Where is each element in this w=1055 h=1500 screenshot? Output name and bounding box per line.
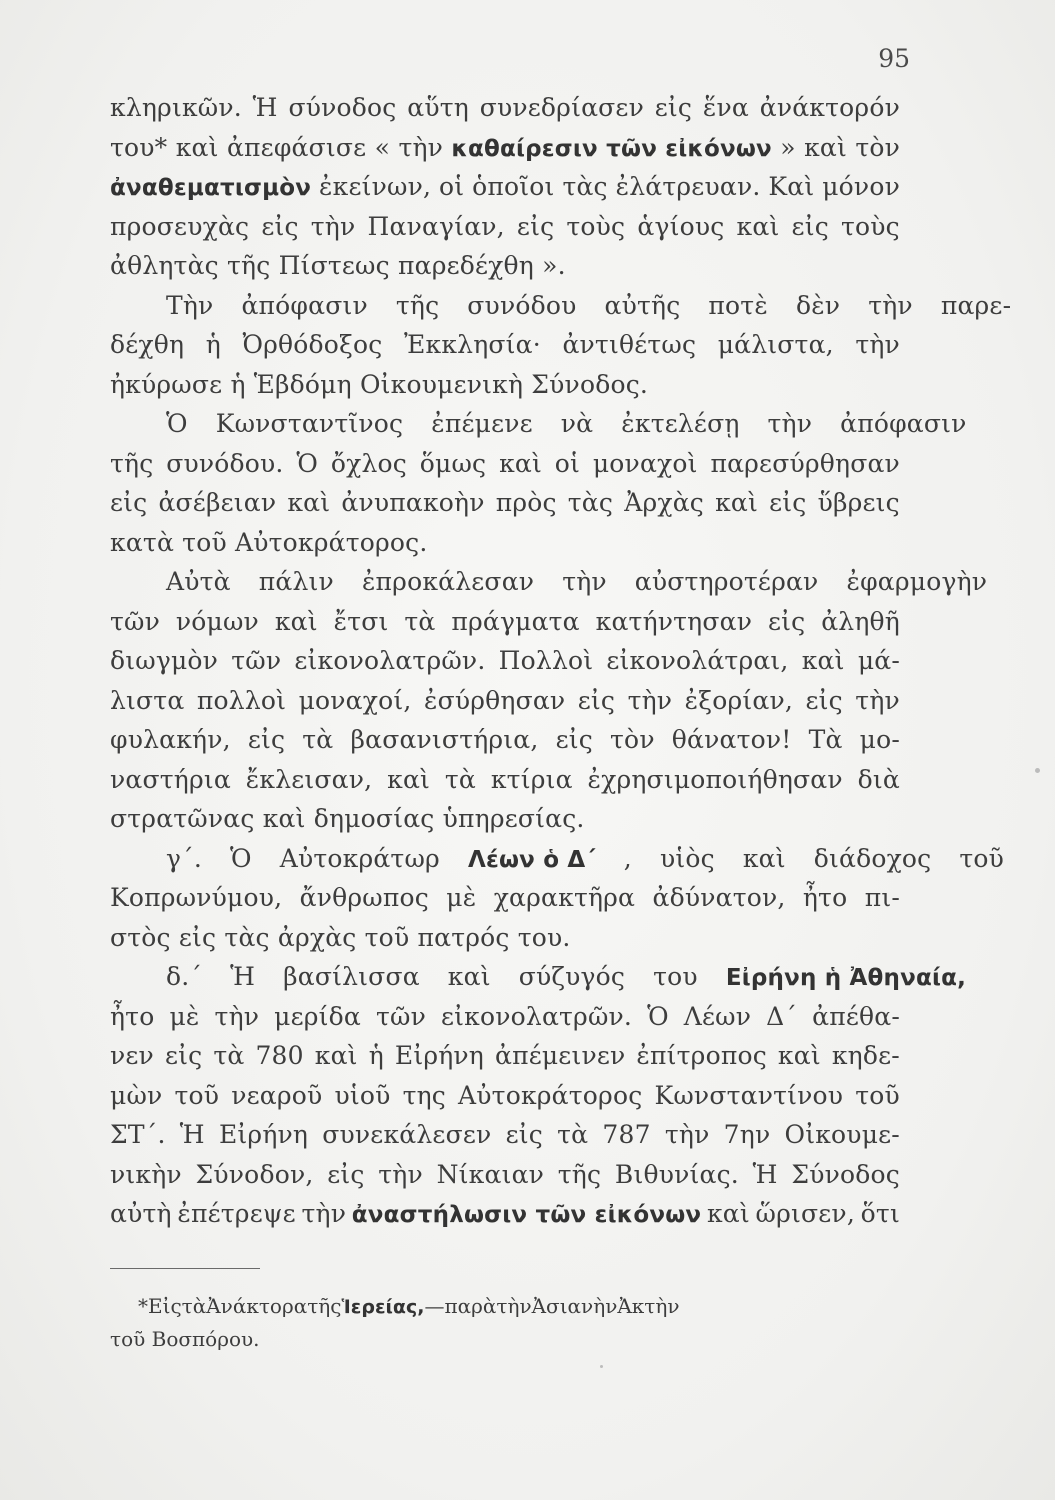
word: ἐχρησιμοποιήθησαν bbox=[587, 764, 843, 794]
word: ἐπέμενε bbox=[431, 409, 533, 438]
word: Ἀρχὰς bbox=[624, 488, 704, 517]
word: τοῦ bbox=[959, 843, 1005, 873]
word: ἐκτελέσῃ bbox=[621, 409, 740, 438]
word: καὶ bbox=[736, 211, 780, 241]
word: τῆς bbox=[307, 1294, 342, 1318]
word: κατήντησαν bbox=[595, 606, 753, 636]
word: ἀπέμεινεν bbox=[494, 1041, 626, 1070]
word: Κωνσταντίνου bbox=[654, 1080, 844, 1110]
word: Ἀσιανὴν bbox=[531, 1294, 618, 1318]
word: καὶ bbox=[274, 606, 318, 636]
text-line bbox=[110, 365, 900, 405]
text-line bbox=[110, 720, 900, 760]
paper-speck bbox=[600, 1365, 603, 1368]
word: Ἡ bbox=[230, 962, 256, 991]
word: κατὰ bbox=[110, 527, 183, 557]
text-line bbox=[110, 681, 900, 721]
bold-phrase: Λέων ὁ Δ΄ bbox=[467, 846, 596, 873]
word: τὰ bbox=[404, 606, 436, 636]
word: Ὁ bbox=[166, 409, 188, 438]
word: τὴν bbox=[301, 1199, 347, 1228]
word: εἰς bbox=[767, 606, 806, 636]
word: νὰ bbox=[560, 409, 594, 438]
word: ὅμως bbox=[419, 448, 487, 478]
word: συνεδρίασεν bbox=[479, 93, 644, 122]
text-line bbox=[110, 641, 900, 681]
word: εἰς bbox=[555, 725, 593, 754]
word: ἡ bbox=[368, 1041, 384, 1070]
word: Οἰκουμενικὴ bbox=[359, 369, 532, 399]
text-line bbox=[110, 1076, 900, 1116]
text-line bbox=[110, 997, 900, 1037]
word: νικὴν bbox=[110, 1159, 182, 1189]
page-number: 95 bbox=[878, 44, 910, 73]
word: τῆς bbox=[110, 448, 154, 478]
word: ἀνάκτορόν bbox=[759, 93, 900, 122]
word: καὶ bbox=[715, 488, 759, 517]
word: εἰκονολάτραι, bbox=[606, 646, 789, 675]
word: ἐφαρμογὴν bbox=[846, 567, 988, 596]
word: τῶν bbox=[376, 1001, 427, 1031]
word: δέχθη bbox=[110, 330, 185, 359]
text-line bbox=[110, 1115, 900, 1155]
word: τὴν bbox=[310, 211, 356, 241]
word: τὴν bbox=[496, 1294, 532, 1318]
text-line bbox=[110, 286, 1012, 326]
text-line bbox=[110, 404, 967, 444]
footnote-line bbox=[110, 1290, 900, 1323]
word: ὅτι bbox=[860, 1199, 900, 1228]
bold-phrase: καθαίρεσιν τῶν εἰκόνων bbox=[451, 135, 772, 162]
text-line bbox=[110, 483, 900, 523]
word: πι- bbox=[864, 883, 900, 912]
word: μοναχοὶ bbox=[592, 448, 698, 478]
word: Βοσπόρου. bbox=[151, 1327, 260, 1351]
word: Κωνσταντῖνος bbox=[215, 409, 404, 438]
word: τοῦ bbox=[182, 527, 235, 557]
word: σύζυγός bbox=[518, 962, 626, 991]
word: ΣΤ΄. bbox=[110, 1120, 166, 1149]
word: ἠκύρωσε bbox=[110, 369, 231, 399]
word: Ὁ bbox=[230, 843, 252, 873]
bold-phrase: ἀναστήλωσιν τῶν εἰκόνων bbox=[351, 1202, 702, 1228]
word: διὰ bbox=[857, 764, 900, 794]
text-line bbox=[110, 246, 900, 286]
word: Ἐκκλησία· bbox=[404, 330, 541, 359]
word: Ἀνάκτορα bbox=[206, 1294, 308, 1318]
word: ὑπηρεσίας. bbox=[442, 804, 585, 833]
text-line bbox=[110, 760, 900, 800]
footnote-line bbox=[110, 1323, 900, 1356]
word: Τὰ bbox=[808, 725, 843, 754]
word: τῶν bbox=[231, 646, 282, 675]
word: δὲν bbox=[795, 290, 841, 320]
word: καὶ bbox=[175, 132, 219, 162]
word: ἁγίους bbox=[637, 211, 725, 241]
word: μὲ bbox=[446, 883, 477, 912]
word: ἀσέβειαν bbox=[158, 488, 277, 517]
bold-phrase: Εἰρήνη ἡ Ἀθηναία, bbox=[725, 965, 967, 991]
word: — bbox=[424, 1294, 445, 1318]
word: τῶν bbox=[110, 606, 161, 636]
word: τὰ bbox=[302, 725, 334, 754]
word: τὰ bbox=[213, 1041, 245, 1070]
word: ». bbox=[542, 251, 566, 280]
word: εἰς bbox=[261, 211, 299, 241]
word: τὰ bbox=[181, 1294, 207, 1318]
word: τῆς bbox=[395, 290, 440, 320]
word: εἰς bbox=[577, 685, 616, 715]
word: τῆς bbox=[557, 1159, 602, 1189]
word: Σύνοδος. bbox=[531, 369, 649, 399]
word: θάνατον! bbox=[671, 725, 792, 754]
word: σύνοδος bbox=[288, 93, 397, 122]
word: πάλιν bbox=[258, 567, 334, 596]
word: τὴν bbox=[855, 685, 900, 715]
word: τοῦ bbox=[110, 1327, 152, 1351]
word: υἱοῦ bbox=[334, 1080, 391, 1110]
word: ἕνα bbox=[702, 93, 749, 122]
word: οἱ bbox=[439, 172, 465, 201]
word: Οἰκουμε- bbox=[784, 1120, 900, 1149]
word: ἀπόφασιν bbox=[241, 290, 368, 320]
word: ὁποῖοι bbox=[472, 172, 555, 201]
word: Εἰς bbox=[148, 1294, 182, 1318]
word: ὕβρεις bbox=[817, 488, 900, 517]
word: Αὐτὰ bbox=[166, 567, 231, 596]
word: κτίρια bbox=[490, 764, 573, 794]
word: « bbox=[374, 132, 391, 162]
word: μὲ bbox=[169, 1001, 200, 1031]
word: καὶ bbox=[706, 1199, 750, 1228]
text-line bbox=[110, 325, 900, 365]
word: τοῦ bbox=[174, 1080, 220, 1110]
word: νεαροῦ bbox=[231, 1080, 323, 1110]
word: τὴν bbox=[378, 1159, 423, 1189]
word: εἰς bbox=[791, 211, 829, 241]
word: Ὀρθόδοξος bbox=[242, 330, 383, 359]
word: αὕτη bbox=[407, 93, 469, 122]
word: Λέων bbox=[683, 1001, 752, 1031]
word: , bbox=[623, 843, 632, 873]
word: τὴν bbox=[627, 685, 673, 715]
text-line bbox=[110, 444, 900, 484]
word: παρε- bbox=[940, 290, 1012, 320]
word: ἀδύνατον, bbox=[652, 883, 786, 912]
text-line bbox=[110, 562, 988, 602]
word: Αὐτοκράτορος bbox=[458, 1080, 643, 1110]
word: τὴν bbox=[855, 330, 900, 359]
paper-speck bbox=[1035, 768, 1040, 773]
word: ἡ bbox=[230, 369, 254, 399]
word: ἔκλεισαν, bbox=[245, 764, 373, 794]
word: * bbox=[138, 1294, 148, 1318]
word: γ΄. bbox=[166, 843, 202, 873]
word: της bbox=[402, 1080, 446, 1110]
word: μὼν bbox=[110, 1080, 163, 1110]
word: Δ΄ bbox=[766, 1001, 798, 1031]
word: Αὐτοκράτωρ bbox=[279, 843, 440, 873]
word: εἰς bbox=[164, 1041, 203, 1070]
word: βασανιστήρια, bbox=[350, 725, 539, 754]
word: Ὁ bbox=[296, 448, 319, 478]
word: μο- bbox=[859, 725, 900, 754]
word: στὸς bbox=[110, 922, 179, 952]
word: ἀπέθα- bbox=[812, 1001, 900, 1031]
text-line bbox=[110, 957, 967, 997]
word: Αὐτοκράτορος. bbox=[235, 527, 428, 557]
word: Σύνοδον, bbox=[195, 1159, 314, 1189]
word: εἰς bbox=[178, 922, 225, 952]
word: πράγματα bbox=[451, 606, 580, 636]
word: Ἑβδόμη bbox=[253, 369, 360, 399]
word: ἦτο bbox=[110, 1001, 155, 1031]
word: ποτὲ bbox=[708, 290, 768, 320]
word: καὶ bbox=[777, 1041, 821, 1070]
text-line bbox=[110, 167, 900, 207]
word: Πολλοὶ bbox=[498, 646, 594, 675]
word: εἰκονολατρῶν. bbox=[441, 1001, 633, 1031]
text-line bbox=[110, 207, 900, 247]
word: τὰ bbox=[444, 764, 477, 794]
word: 787 bbox=[602, 1120, 651, 1149]
word: καὶ bbox=[262, 804, 314, 833]
word: ἐλάτρευαν. bbox=[615, 172, 761, 201]
word: παρεδέχθη bbox=[397, 251, 543, 280]
word: εἰς bbox=[654, 93, 693, 122]
word: ἔτσι bbox=[333, 606, 389, 636]
word: Ἡ bbox=[179, 1120, 205, 1149]
word: καὶ bbox=[447, 962, 491, 991]
word: Καὶ bbox=[768, 172, 815, 201]
word: χαρακτῆρα bbox=[493, 883, 636, 912]
word: μοναχοί, bbox=[298, 685, 412, 715]
word: καὶ bbox=[314, 1041, 358, 1070]
word: τὰς bbox=[567, 488, 614, 517]
text-line bbox=[110, 1155, 900, 1195]
word: οἱ bbox=[554, 448, 581, 478]
word: Εἰρήνη bbox=[218, 1120, 309, 1149]
word: τῆς bbox=[227, 251, 279, 280]
word: του* bbox=[110, 132, 168, 162]
word: καὶ bbox=[742, 843, 786, 873]
word: » bbox=[780, 132, 796, 162]
word: τὴν bbox=[214, 1001, 260, 1031]
word: πολλοὶ bbox=[196, 685, 287, 715]
word: καὶ bbox=[499, 448, 542, 478]
word: ἐκείνων, bbox=[319, 172, 432, 201]
word: εἰς bbox=[805, 685, 843, 715]
word: Σύνοδος bbox=[791, 1159, 900, 1189]
body-text bbox=[110, 88, 1012, 1234]
word: 780 bbox=[255, 1041, 304, 1070]
word: καὶ bbox=[387, 764, 431, 794]
text-line bbox=[110, 88, 900, 128]
text-line bbox=[110, 878, 900, 918]
word: τοὺς bbox=[566, 211, 626, 241]
bold-phrase: ἀναθεματισμὸν bbox=[110, 175, 312, 201]
word: ἀρχὰς bbox=[277, 922, 365, 952]
word: καὶ bbox=[287, 488, 331, 517]
word: πατρός bbox=[417, 922, 518, 952]
word: τὸν bbox=[610, 725, 655, 754]
word: τὴν bbox=[562, 567, 607, 596]
word: βασίλισσα bbox=[283, 962, 420, 991]
word: Εἰρήνη bbox=[394, 1041, 484, 1070]
word: κηδε- bbox=[831, 1041, 900, 1070]
word: τοῦ bbox=[855, 1080, 900, 1110]
word: εἰς bbox=[327, 1159, 365, 1189]
word: Ὁ bbox=[647, 1001, 669, 1031]
word: τὰς bbox=[224, 922, 278, 952]
word: εἰς bbox=[769, 488, 807, 517]
word: μάλιστα, bbox=[717, 330, 834, 359]
word: φυλακήν, bbox=[110, 725, 231, 754]
word: ἀπόφασιν bbox=[840, 409, 967, 438]
word: του. bbox=[517, 922, 571, 952]
word: Ἀκτὴν bbox=[617, 1294, 680, 1318]
text-line bbox=[110, 1036, 900, 1076]
word: Πίστεως bbox=[278, 251, 398, 280]
word: ἦτο bbox=[802, 883, 848, 912]
footnote-divider bbox=[110, 1268, 260, 1269]
word: τὰς bbox=[562, 172, 608, 201]
word: τὴν bbox=[398, 132, 444, 162]
word: εἰκονολατρῶν. bbox=[294, 646, 486, 675]
text-line bbox=[110, 918, 900, 958]
word: υἱὸς bbox=[659, 843, 715, 873]
text-line bbox=[110, 602, 900, 642]
word: τὴν bbox=[767, 409, 813, 438]
word: Κοπρωνύμου, bbox=[110, 883, 283, 912]
word: ἡ bbox=[205, 330, 221, 359]
word: παρὰ bbox=[444, 1294, 497, 1318]
word: αὐστηροτέραν bbox=[634, 567, 819, 596]
word: παρεσύρθησαν bbox=[710, 448, 900, 478]
word: Παναγίαν, bbox=[367, 211, 505, 241]
word: συνόδου. bbox=[166, 448, 284, 478]
word: εἰς bbox=[505, 1120, 543, 1149]
word: ἐξορίαν, bbox=[684, 685, 794, 715]
word: Τὴν bbox=[166, 290, 214, 320]
word: συνόδου bbox=[467, 290, 577, 320]
word: ἐπροκάλεσαν bbox=[361, 567, 535, 596]
text-line bbox=[110, 799, 900, 839]
text-line bbox=[110, 128, 900, 168]
word: αὐτὴ bbox=[110, 1199, 172, 1228]
word: τοὺς bbox=[841, 211, 900, 241]
text-line bbox=[110, 1194, 900, 1234]
word: τὴν bbox=[664, 1120, 710, 1149]
word: ἀνυπακοὴν bbox=[341, 488, 485, 517]
word: του bbox=[653, 962, 698, 991]
word: Νίκαιαν bbox=[436, 1159, 545, 1189]
word: συνεκάλεσεν bbox=[322, 1120, 492, 1149]
word: καὶ bbox=[804, 132, 847, 162]
word: διωγμὸν bbox=[110, 646, 219, 675]
word: νόμων bbox=[175, 606, 259, 636]
word: δ.΄ bbox=[166, 962, 203, 991]
word: ἀπεφάσισε bbox=[226, 132, 367, 162]
word: ναστήρια bbox=[110, 764, 231, 794]
word: καὶ bbox=[801, 646, 845, 675]
word: μερίδα bbox=[274, 1001, 361, 1031]
word: δημοσίας bbox=[313, 804, 443, 833]
word: Ἡ bbox=[252, 93, 278, 122]
word: τὴν bbox=[868, 290, 913, 320]
word: αὐτῆς bbox=[604, 290, 681, 320]
word: ἀθλητὰς bbox=[110, 251, 228, 280]
word: ἀντιθέτως bbox=[562, 330, 697, 359]
footnote bbox=[110, 1290, 900, 1356]
word: ἀληθῆ bbox=[821, 606, 900, 636]
word: πρὸς bbox=[495, 488, 557, 517]
word: ὄχλος bbox=[330, 448, 407, 478]
word: μόνον bbox=[822, 172, 900, 201]
text-line bbox=[110, 839, 1005, 879]
word: τὸν bbox=[855, 132, 900, 162]
word: μά- bbox=[857, 646, 900, 675]
word: τοῦ bbox=[364, 922, 418, 952]
text-line bbox=[110, 523, 900, 563]
word: εἰς bbox=[516, 211, 555, 241]
word: νεν bbox=[110, 1041, 154, 1070]
word: διάδοχος bbox=[813, 843, 932, 873]
word: στρατῶνας bbox=[110, 804, 263, 833]
word: ἐπέτρεψε bbox=[177, 1199, 296, 1228]
word: ἐσύρθησαν bbox=[423, 685, 566, 715]
word: ὥρισεν, bbox=[755, 1199, 855, 1228]
word: λιστα bbox=[110, 685, 185, 715]
word: εἰς bbox=[247, 725, 286, 754]
word: ἄνθρωπος bbox=[299, 883, 429, 912]
word: Ἡ bbox=[752, 1159, 778, 1189]
word: ἐπίτροπος bbox=[636, 1041, 767, 1070]
word: 7ην bbox=[723, 1120, 771, 1149]
word: Βιθυνίας. bbox=[614, 1159, 739, 1189]
word: κληρικῶν. bbox=[110, 93, 242, 122]
word: τὰ bbox=[557, 1120, 589, 1149]
word: εἰς bbox=[110, 488, 148, 517]
bold-phrase: Ἱερείας, bbox=[341, 1296, 425, 1318]
word: προσευχὰς bbox=[110, 211, 250, 241]
